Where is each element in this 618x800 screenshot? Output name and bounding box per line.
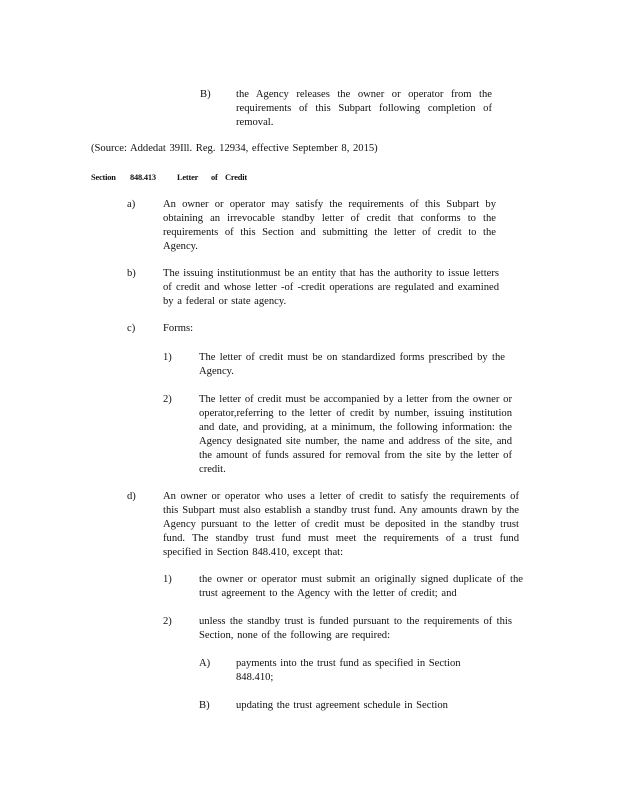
item-label-d: d) bbox=[127, 491, 136, 502]
item-label-a: a) bbox=[127, 199, 136, 210]
item-label-c: c) bbox=[127, 323, 136, 334]
item-text-c-2: The letter of credit must be accompanied by a letter from the owner or operator,referring to the letter of credit by number, issuing institution and date, and providing, at a minimum, the following information: the Agency designated site number, the name and address of the site, and the amount of funds assured for removal from the site by the letter of credit. bbox=[199, 394, 512, 475]
item-label-d-2-A: A) bbox=[199, 658, 211, 669]
item-text-d-1: the owner or operator must submit an originally signed duplicate of the trust agreement to the Agency with the letter of credit; and bbox=[199, 574, 523, 599]
item-text-d-2-B: updating the trust agreement schedule in Section bbox=[236, 700, 448, 711]
item-label-top-B: B) bbox=[200, 89, 211, 100]
item-label-b: b) bbox=[127, 268, 136, 279]
section-title-word-3: Credit bbox=[225, 173, 247, 182]
item-label-d-2-B: B) bbox=[199, 700, 210, 711]
item-text-b: The issuing institutionmust be an entity that has the authority to issue letters of credit and whose letter -of -credit operations are regulated and examined by a federal or state agency. bbox=[163, 268, 499, 307]
item-text-d-2-A: payments into the trust fund as specified in Section 848.410; bbox=[236, 658, 461, 683]
item-text-c-1: The letter of credit must be on standardized forms prescribed by the Agency. bbox=[199, 352, 505, 377]
item-text-a: An owner or operator may satisfy the requirements of this Subpart by obtaining an irrevocable standby letter of credit that conforms to the requirements of this Section and submitting the letter of credit to the Agency. bbox=[163, 199, 496, 252]
item-text-top-B: the Agency releases the owner or operator from the requirements of this Subpart following completion of removal. bbox=[236, 89, 492, 128]
item-text-d-2: unless the standby trust is funded pursuant to the requirements of this Section, none of the following are required: bbox=[199, 616, 512, 641]
section-title-word-2: of bbox=[211, 173, 218, 182]
item-label-c-2: 2) bbox=[163, 394, 172, 405]
item-label-d-1: 1) bbox=[163, 574, 172, 585]
item-label-d-2: 2) bbox=[163, 616, 172, 627]
item-label-c-1: 1) bbox=[163, 352, 172, 363]
item-text-c: Forms: bbox=[163, 323, 194, 334]
section-word: Section bbox=[91, 173, 116, 182]
section-title-word-1: Letter bbox=[177, 173, 199, 182]
section-number: 848.413 bbox=[130, 173, 156, 182]
source-note: (Source: Addedat 39Ill. Reg. 12934, effective September 8, 2015) bbox=[91, 143, 378, 154]
item-text-d: An owner or operator who uses a letter of credit to satisfy the requirements of this Subpart must also establish a standby trust fund. Any amounts drawn by the Agency pursuant to the letter of credit must be deposited in the standby trust fund. The standby trust fund must meet the requirements of a trust fund specified in Section 848.410, except that: bbox=[163, 491, 519, 558]
